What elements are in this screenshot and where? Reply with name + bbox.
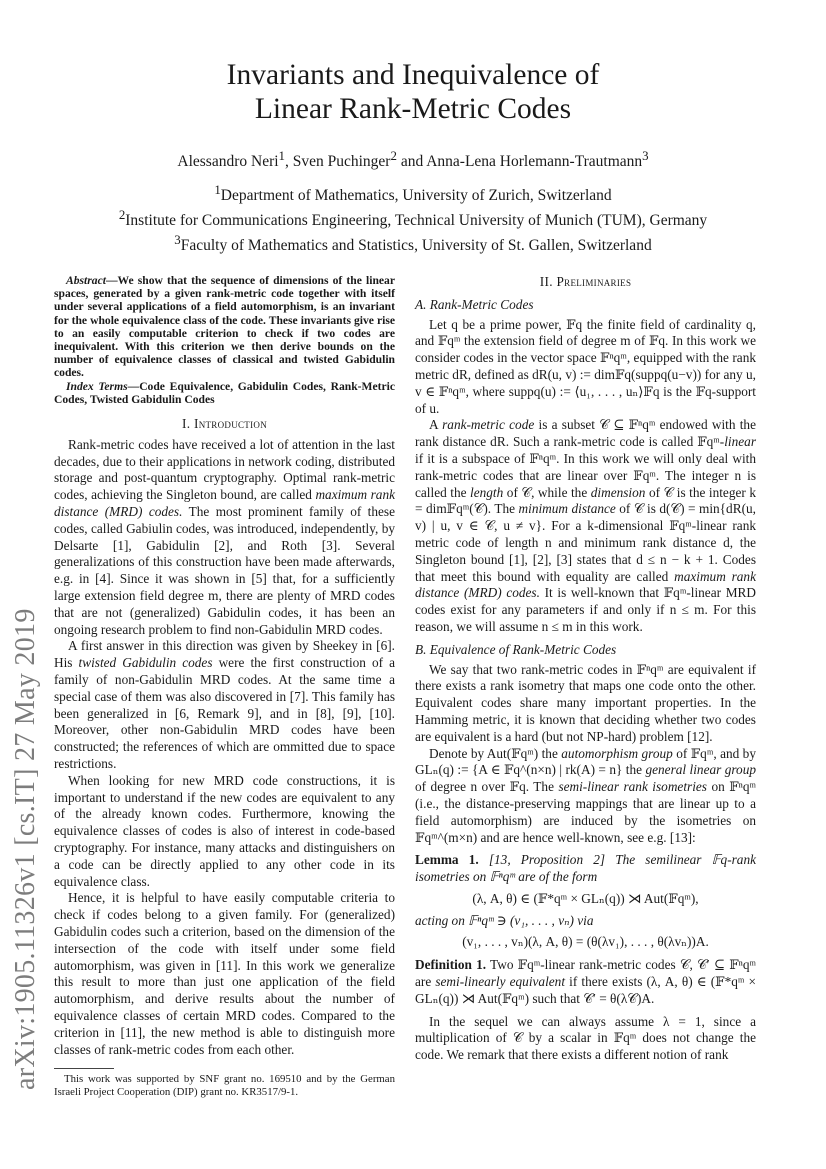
affiliation-text: Institute for Communications Engineering, Technical University of Munich (TUM), Germany [125,212,708,230]
lemma-1: Lemma 1. [13, Proposition 2] The semilinear 𝔽q-rank isometries on 𝔽ⁿqᵐ are of the form [415,852,756,885]
author-2: Sven Puchinger [292,153,391,171]
section-heading-introduction: I. Introduction [182,416,267,432]
index-terms [54,380,395,406]
affiliation-text: Department of Mathematics, University of Zurich, Switzerland [220,187,612,205]
affiliation-1 [60,180,766,205]
right-column [415,274,756,1064]
abstract-label: Abstract [66,274,106,287]
affiliation-text: Faculty of Mathematics and Statistics, University of St. Gallen, Switzerland [180,237,652,255]
prelim-paragraph-b1: We say that two rank-metric codes in 𝔽ⁿqᵐ are equivalent if there exists a rank isometry that maps one code onto the other. Equivalent codes share many important properties. In the Hamming metric, it is known that deciding whether two codes are equivalent is a hard (but not NP-hard) problem [12]. [415,661,756,744]
affiliation-3 [60,230,766,255]
footnote-divider [54,1068,114,1069]
subsection-heading-rank-metric: A. Rank-Metric Codes [415,296,534,312]
prelim-paragraph-b2: Denote by Aut(𝔽qᵐ) the automorphism group of 𝔽qᵐ, and by GLₙ(q) := {A ∈ 𝔽q^(n×n) | rk(A) = n} the general linear group of degree n over 𝔽q. The semi-linear rank isometries on 𝔽ⁿqᵐ (i.e., the distance-preserving mappings that are linear up to a field automorphism) are induced by the isometries on 𝔽qᵐ^(m×n) and are hence well-known, see e.g. [13]: [415,745,756,845]
lemma-equation-2: (v₁, . . . , vₙ)(λ, A, θ) = (θ(λv₁), . . . , θ(λvₙ))A. [462,934,709,950]
paper-title [60,58,766,126]
prelim-paragraph-a2: A rank-metric code is a subset 𝒞 ⊆ 𝔽ⁿqᵐ endowed with the rank distance dR. Such a rank-metric code is called 𝔽qᵐ-linear if it is a subspace of 𝔽ⁿqᵐ. In this work we will only deal with rank-metric codes that are linear over 𝔽qᵐ. The integer n is called the length of 𝒞, while the dimension of 𝒞 is the integer k = dim𝔽qᵐ(𝒞). The minimum distance of 𝒞 is d(𝒞) = min{dR(u, v) | u, v ∈ 𝒞, u ≠ v}. For a k-dimensional 𝔽qᵐ-linear rank metric code of length n and minimum rank distance d, the Singleton bound [1], [2], [3] states that d ≤ n − k + 1. Codes that meet this bound with equality are called maximum rank distance (MRD) codes. It is well-known that 𝔽qᵐ-linear MRD codes exist for any parameters if and only if n ≤ m. For this reason, we will assume n ≤ m in this work. [415,417,756,634]
intro-paragraph-1: Rank-metric codes have received a lot of attention in the last decades, due to their applications in network coding, distributed storage and post-quantum cryptography. Optimal rank-metric codes, achieving the Singleton bound, are called maximum rank distance (MRD) codes. The most prominent family of these codes, called Gabiulin codes, was introduced, independently, by Delsarte [1], Gabidulin [2], and Roth [3]. Several generalizations of this construction have been made afterwards, e.g. in [4]. Since it was shown in [5] that, for a sufficiently large extension field degree m, there are plenty of MRD codes that are not (generalized) Gabidulin codes, it has been an ongoing research problem to find non-Gabidulin MRD codes. [54,436,396,637]
intro-paragraph-3: When looking for new MRD code constructions, it is important to understand if the new codes are equivalent to any of the already known codes. Furthermore, knowing the equivalence classes of codes is also of interest in code-based cryptography. For instance, many attacks and distinguishers on a code can be directly applied to any other code in its equivalence class. [54,772,395,889]
affiliation-sup: 2 [118,207,126,223]
author-separator: and [396,153,427,171]
affiliation-2 [60,205,766,230]
abstract [54,274,395,380]
author-2-sup: 2 [390,148,397,163]
author-1-sup: 1 [278,148,285,163]
section-heading-preliminaries: II. Preliminaries [539,274,632,289]
subsection-heading-equivalence: B. Equivalence of Rank-Metric Codes [415,641,617,657]
affiliation-sup: 3 [174,232,181,248]
lemma-equation-1: (λ, A, θ) ∈ (𝔽*qᵐ × GLₙ(q)) ⋊ Aut(𝔽qᵐ), [472,890,699,906]
affiliations [60,180,766,255]
title-line-1: Invariants and Inequivalence of [226,59,600,91]
index-terms-text: —Code Equivalence, Gabidulin Codes, Rank-Metric Codes, Twisted Gabidulin Codes [54,379,395,406]
author-list [60,148,766,171]
definition-1: Definition 1. Two 𝔽qᵐ-linear rank-metric codes 𝒞, 𝒞′ ⊆ 𝔽ⁿqᵐ are semi-linearly equivalent if there exists (λ, A, θ) ∈ (𝔽*qᵐ × GLₙ(q)) ⋊ Aut(𝔽qᵐ) such that 𝒞′ = θ(λ𝒞)A. [415,957,756,1006]
author-3-sup: 3 [642,148,649,163]
arxiv-watermark: arXiv:1905.11326v1 [cs.IT] 27 May 2019 [10,608,41,1090]
lemma-acting: acting on 𝔽ⁿqᵐ ∋ (v₁, . . . , vₙ) via [415,912,594,928]
left-column [54,274,395,1098]
affiliation-sup: 1 [214,182,221,197]
intro-paragraph-4: Hence, it is helpful to have easily computable criteria to check if codes belong to a given family. For (generalized) Gabidulin codes such a criterion, based on the dimension of the intersection of the code with itself under some field automorphism, was given in [11]. In this work we generalize this result to more than just one application of the field automorphism, and derive results about the number of equivalence classes of certain MRD codes. Compared to the criterion in [11], the new method is able to distinguish more classes of rank-metric codes from each other. [54,890,395,1057]
funding-footnote: This work was supported by SNF grant no. 169510 and by the German Israeli Project Cooperation (DIP) grant no. KR3517/9-1. [54,1073,395,1098]
abstract-text: —We show that the sequence of dimensions of the linear spaces, generated by a given rank-metric code together with itself under several applications of a field automorphism, is an invariant for the whole equivalence class of the code. These invariants give rise to an easily computable criterion to check if two codes are inequivalent. With this criterion we then derive bounds on the number of equivalence classes of classical and twisted Gabidulin codes. [54,274,395,380]
index-terms-label: Index Terms [66,379,128,393]
prelim-paragraph-b3: In the sequel we can always assume λ = 1, since a multiplication of 𝒞 by a scalar in 𝔽qᵐ does not change the code. We remark that there exists a different notion of rank [415,1013,756,1063]
author-1: Alessandro Neri [177,153,279,171]
title-line-2: Linear Rank-Metric Codes [254,93,572,125]
intro-paragraph-2: A first answer in this direction was given by Sheekey in [6]. His twisted Gabidulin codes were the first construction of a family of non-Gabidulin MRD codes. At the same time a special case of them was also discovered in [7]. This family has been generalized in [6, Remark 9], and in [8], [9], [10]. Moreover, other non-Gabidulin MRD codes have been constructed; the references of which are ommitted due to space restrictions. [54,638,396,771]
author-separator: , [285,153,293,171]
author-3: Anna-Lena Horlemann-Trautmann [426,153,643,171]
prelim-paragraph-a1: Let q be a prime power, 𝔽q the finite field of cardinality q, and 𝔽qᵐ the extension field of degree m of 𝔽q. In this work we consider codes in the vector space 𝔽ⁿqᵐ, equipped with the rank metric dR, defined as dR(u, v) := dim𝔽q(suppq(u−v)) for any u, v ∈ 𝔽ⁿqᵐ, where suppq(u) := ⟨u₁, . . . , uₙ⟩𝔽q is the 𝔽q-support of u. [415,316,756,416]
